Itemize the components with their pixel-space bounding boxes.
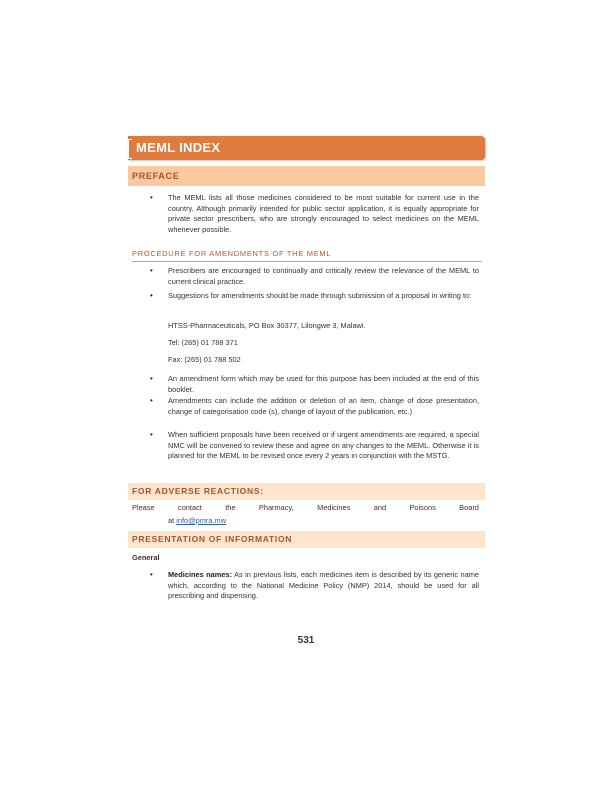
- adverse-word: and: [373, 503, 387, 512]
- bullet-icon: •: [150, 266, 153, 275]
- adverse-word: Board: [459, 503, 479, 512]
- adverse-contact-line: [132, 503, 479, 512]
- procedure-bullet-3: An amendment form which may be used for this purpose has been included at the end of this booklet.: [168, 374, 479, 394]
- adverse-word: the: [225, 503, 236, 512]
- at-word: at: [168, 516, 175, 525]
- email-link[interactable]: info@pmra.mw: [176, 516, 227, 525]
- meml-index-banner: [128, 136, 485, 160]
- adverse-email-line: [168, 516, 226, 525]
- bullet-icon: •: [150, 291, 153, 300]
- adverse-word: Pharmacy,: [258, 503, 294, 512]
- presentation-heading: PRESENTATION OF INFORMATION: [128, 531, 485, 548]
- adverse-heading: FOR ADVERSE REACTIONS:: [128, 483, 485, 500]
- bullet-icon: •: [150, 193, 153, 202]
- medicines-names-label: Medicines names:: [168, 570, 233, 579]
- procedure-bullet-5: When sufficient proposals have been received or if urgent amendments are required, a special NMC will be convened to review these and agree on any changes to the MEML. Otherwise it is planned for the MEML to be revised once every 2 years in conjunction with the MSTG.: [168, 430, 479, 461]
- bullet-icon: •: [150, 374, 153, 383]
- bullet-icon: •: [150, 570, 153, 579]
- page-number: 531: [297, 635, 315, 646]
- adverse-word: Poisons: [409, 503, 436, 512]
- medicines-names-text: As in previous lists, each medicines item is described by its generic name which, according to the National Medicine Policy (NMP) 2014, should be used for all prescribing and dispensing.: [168, 570, 479, 601]
- procedure-bullet-2: Suggestions for amendments should be made through submission of a proposal in writing to:: [168, 291, 472, 300]
- bullet-icon: •: [150, 396, 153, 405]
- procedure-heading: PROCEDURE FOR AMENDMENTS OF THE MEML: [132, 249, 482, 262]
- preface-heading: PREFACE: [128, 166, 485, 186]
- adverse-word: Medicines: [317, 503, 351, 512]
- address-line: HTSS-Pharmaceuticals, PO Box 30377, Lilongwe 3, Malawi.: [168, 321, 366, 330]
- banner-bracket-mark: [128, 139, 132, 159]
- banner-title: MEML INDEX: [136, 140, 221, 155]
- procedure-bullet-4: Amendments can include the addition or deletion of an item, change of dose presentation, change of categorisation code (s), change of layout of the publication, etc.): [168, 396, 479, 416]
- adverse-word: Please: [132, 503, 155, 512]
- tel-line: Tel: (265) 01 788 371: [168, 338, 238, 347]
- general-subheading: General: [132, 553, 160, 562]
- medicines-names-paragraph: [168, 570, 479, 602]
- bullet-icon: •: [150, 430, 153, 439]
- preface-paragraph: The MEML lists all those medicines considered to be most suitable for current use in the country. Although primarily intended for public sector application, it is equally appropriate for private sector prescribers, who are strongly encouraged to select medicines on the MEML whenever possible.: [168, 193, 479, 235]
- fax-line: Fax: (265) 01 788 502: [168, 355, 241, 364]
- adverse-word: contact: [178, 503, 202, 512]
- procedure-bullet-1: Prescribers are encouraged to continually and critically review the relevance of the MEML to current clinical practice.: [168, 266, 479, 286]
